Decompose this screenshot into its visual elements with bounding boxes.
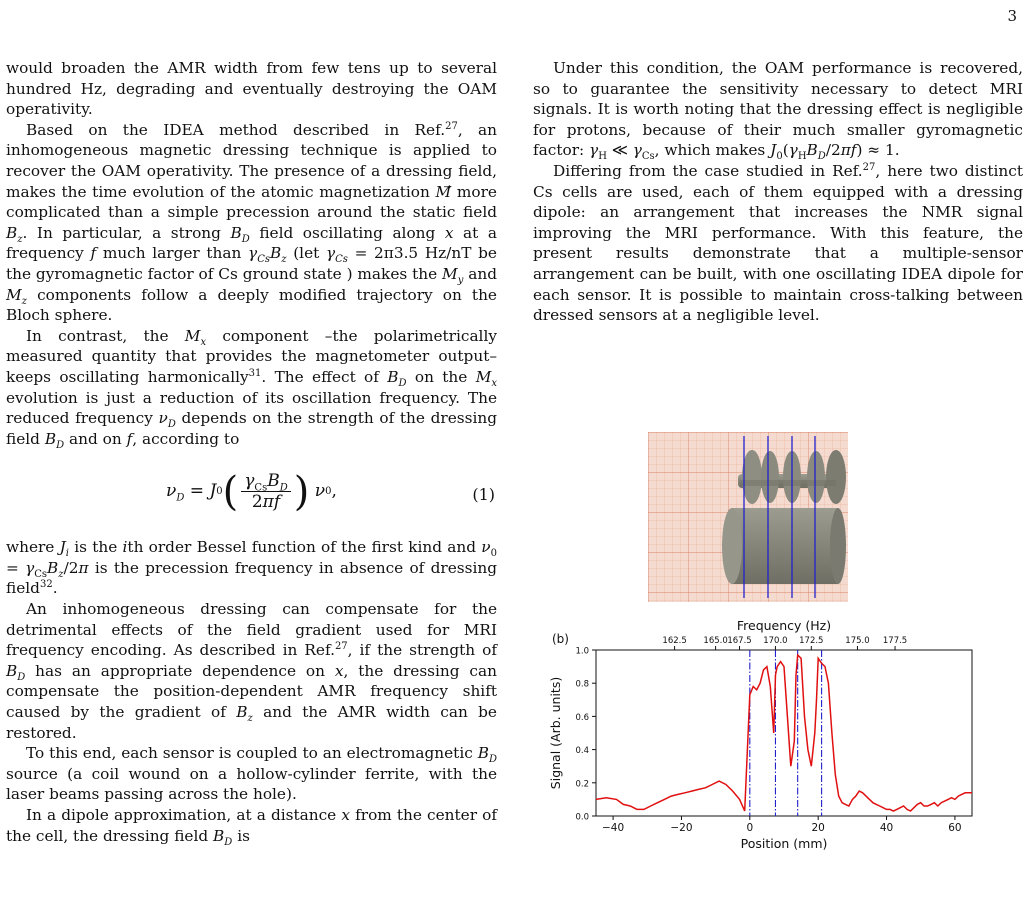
top-tick-label: 177.5	[882, 636, 908, 646]
y-tick-label: 0.2	[575, 779, 589, 790]
y-tick-label: 0.8	[575, 679, 589, 690]
y-tick-label: 0.0	[575, 812, 589, 823]
x-tick-label: −40	[602, 822, 625, 834]
paragraph: Under this condition, the OAM performance is recovered, so to guarantee the sensitivity necessary to detect MRI signals. It is worth noting that the dressing effect is negligible for protons, because of their much smaller gyromagnetic factor: $\gamma_H$ ≪ $\gamma_{Cs}$, which makes $J_0(\gamma_HB_D/2\pi f) \approx 1$.	[533, 59, 1023, 163]
figure-caption-fragment	[533, 885, 1023, 897]
top-tick-label: 170.0	[763, 636, 788, 646]
y-tick-label: 1.0	[575, 646, 589, 657]
ferrite-photo	[648, 432, 848, 602]
signal-chart	[538, 612, 978, 852]
x2-axis-label: Frequency (Hz)	[736, 618, 832, 633]
y-axis-label: Signal (Arb. units)	[548, 676, 563, 790]
y-tick-label: 0.6	[575, 712, 589, 723]
paragraph: would broaden the AMR width from few tens up to several hundred Hz, degrading and eventually destroying the OAM operativity.	[6, 59, 497, 119]
left-column	[6, 58, 497, 846]
y-tick-label: 0.4	[575, 746, 589, 757]
signal-line	[596, 655, 972, 811]
x-tick-label: 60	[948, 822, 962, 834]
x-tick-label: 40	[879, 822, 894, 834]
x-tick-label: −20	[670, 822, 693, 834]
paragraph: Based on the IDEA method described in Ref.$^{27}$, an inhomogeneous magnetic dressing technique is applied to recover the OAM operativity. The presence of a dressing field, makes the time evolution of the atomic magnetization M⃗ more complicated than a simple precession around the static field $B_z$. In particular, a strong $B_D$ field oscillating along x at a frequency f much larger than $\gamma_{Cs}B_z$ (let $\gamma_{Cs} = 2\pi 3.5$ Hz/nT be the gyromagnetic factor of Cs ground state ) makes the $M_y$ and $M_z$ components follow a deeply modified trajectory on the Bloch sphere.	[6, 120, 497, 325]
top-tick-label: 172.5	[799, 636, 824, 646]
x-tick-label: 0	[746, 822, 754, 834]
panel-b-label: (b)	[552, 632, 569, 646]
right-column	[533, 58, 1023, 326]
page-number: 3	[1007, 7, 1017, 25]
x-axis-label: Position (mm)	[740, 836, 828, 851]
top-tick-label: 167.5	[727, 636, 752, 646]
paragraph: In contrast, the $M_x$ component –the polarimetrically measured quantity that provides the magnetometer output– keeps oscillating harmonically$^{31}$. The effect of $B_D$ on the $M_x$ evolution is just a reduction of its oscillation frequency. The reduced frequency $\nu_D$ depends on the strength of the dressing field $B_D$ and on f, according to	[6, 326, 497, 451]
cylinder-ferrite	[722, 508, 846, 584]
top-tick-label: 162.5	[662, 636, 687, 646]
top-tick-label: 175.0	[845, 636, 870, 646]
top-tick-label: 165.0	[703, 636, 728, 646]
x-tick-label: 20	[811, 822, 825, 834]
paragraph: In a dipole approximation, at a distance x from the center of the cell, the dressing field $B_D$ is	[6, 806, 497, 848]
paragraph: To this end, each sensor is coupled to an electromagnetic $B_D$ source (a coil wound on a hollow-cylinder ferrite, with the laser beams passing across the hole).	[6, 744, 497, 804]
paragraph: where $J_i$ is the ith order Bessel function of the first kind and $\nu_0 = \gamma_{Cs}B_z/2\pi$ is the precession frequency in absence of dressing field$^{32}$.	[6, 538, 497, 598]
equation-1: $\nu_D$ = J 0 ( $\frac{\gamma_{Cs}B_D}{2\pi f}$ ) ν 0 , (1)	[166, 468, 495, 515]
equation-number: (1)	[472, 485, 495, 505]
paragraph: An inhomogeneous dressing can compensate for the detrimental effects of the field gradient used for MRI frequency encoding. As described in Ref.$^{27}$, if the strength of $B_D$ has an appropriate dependence on x, the dressing can compensate the position-dependent AMR frequency shift caused by the gradient of $B_z$ and the AMR width can be restored.	[6, 600, 498, 742]
paragraph: Differing from the case studied in Ref.$^{27}$, here two distinct Cs cells are used, each of them equipped with a dressing dipole: an arrangement that increases the NMR signal improving the MRI performance. With this feature, the present results demonstrate that a multiple-sensor arrangement can be built, with one oscillating IDEA dipole for each sensor. It is possible to maintain cross-talking between dressed sensors at a negligible level.	[533, 161, 1023, 325]
